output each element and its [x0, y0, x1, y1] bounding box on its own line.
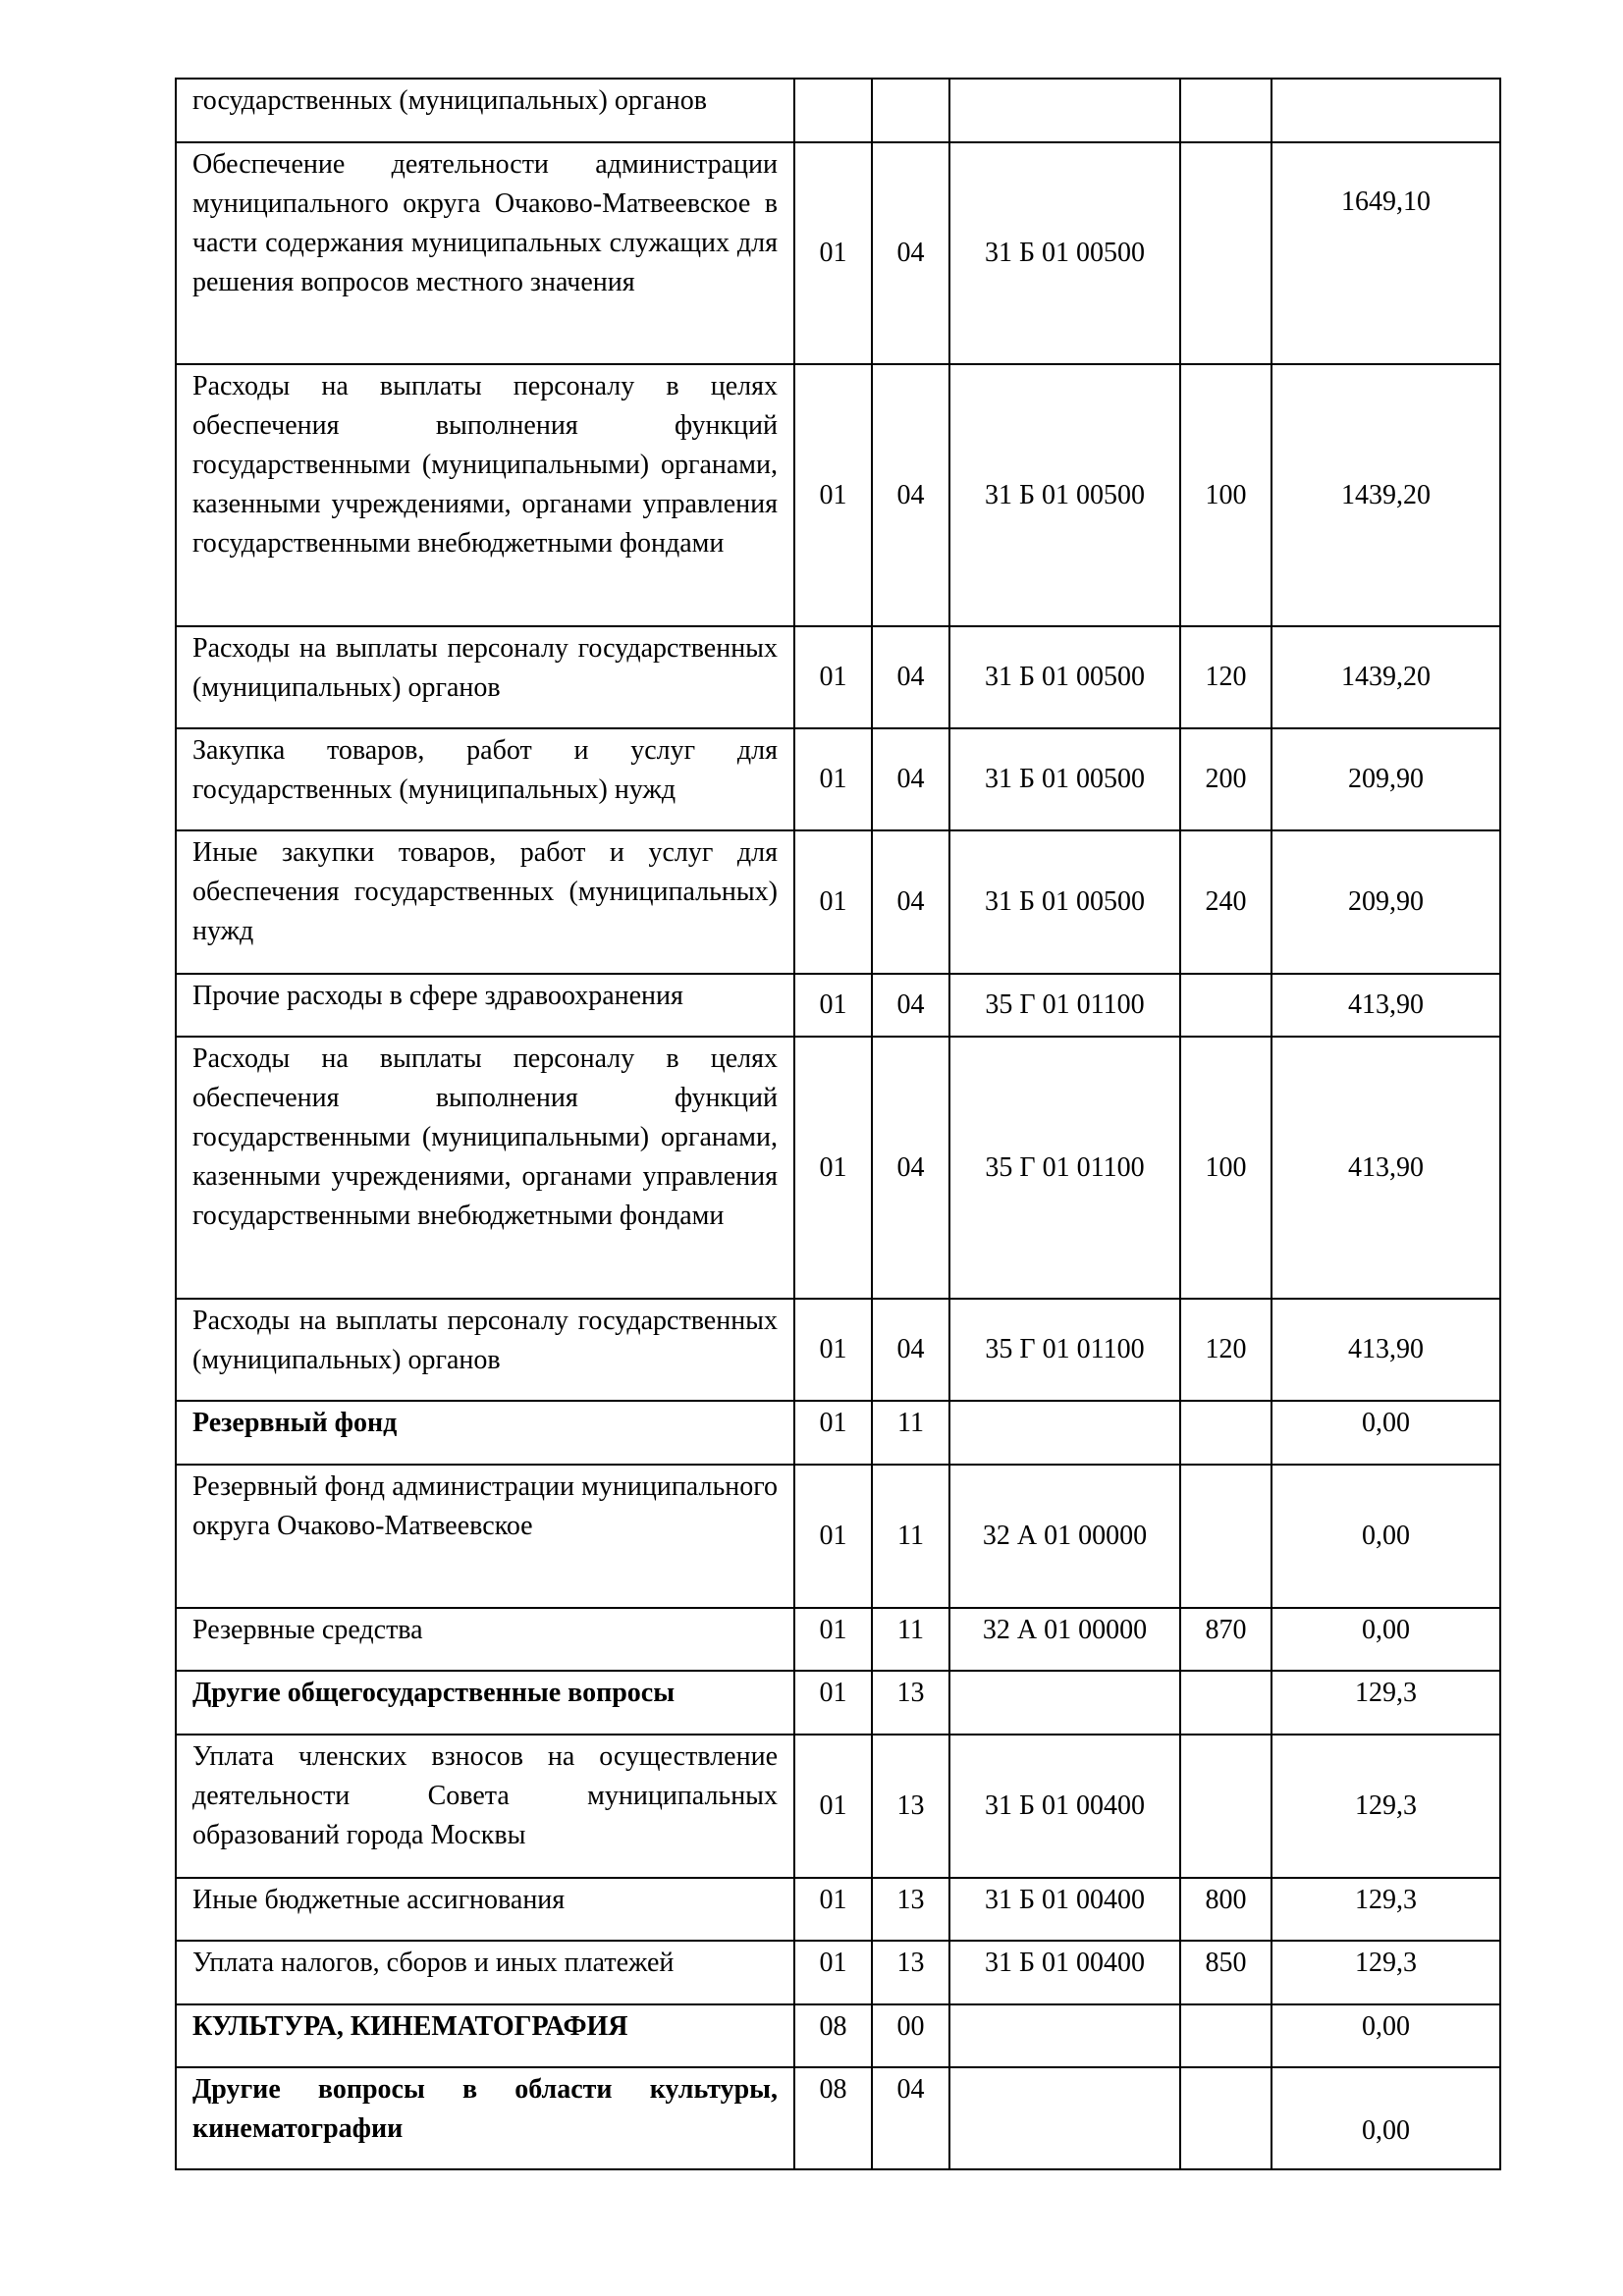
row-section-code: 01	[794, 1465, 872, 1608]
row-target-article-code: 31 Б 01 00500	[949, 626, 1180, 728]
table-row	[176, 142, 1500, 364]
row-subsection-code: 00	[872, 2004, 949, 2067]
table-row	[176, 974, 1500, 1037]
row-subsection-code: 11	[872, 1465, 949, 1608]
table-row	[176, 1735, 1500, 1878]
row-amount: 0,00	[1271, 1401, 1500, 1465]
table-row	[176, 1878, 1500, 1941]
row-section-code: 01	[794, 364, 872, 626]
row-section-code: 08	[794, 2004, 872, 2067]
row-description: КУЛЬТУРА, КИНЕМАТОГРАФИЯ	[176, 2004, 794, 2067]
row-expense-type-code: 120	[1180, 626, 1271, 728]
row-target-article-code: 31 Б 01 00500	[949, 728, 1180, 830]
table-row	[176, 364, 1500, 626]
row-target-article-code	[949, 2067, 1180, 2169]
row-target-article-code: 31 Б 01 00400	[949, 1735, 1180, 1878]
table-row	[176, 1037, 1500, 1299]
row-subsection-code: 13	[872, 1671, 949, 1735]
row-section-code: 08	[794, 2067, 872, 2169]
row-expense-type-code	[1180, 2067, 1271, 2169]
row-subsection-code: 11	[872, 1401, 949, 1465]
row-section-code	[794, 79, 872, 142]
row-expense-type-code	[1180, 1401, 1271, 1465]
row-target-article-code: 31 Б 01 00400	[949, 1878, 1180, 1941]
row-description: Расходы на выплаты персоналу в целях обеспечения выполнения функций государственными (муниципальными) органами, казенными учреждениями, органами управления государственными внебюджетными фондами	[176, 1037, 794, 1299]
table-row	[176, 2004, 1500, 2067]
row-target-article-code	[949, 79, 1180, 142]
row-description: Другие общегосударственные вопросы	[176, 1671, 794, 1735]
row-section-code: 01	[794, 142, 872, 364]
row-target-article-code	[949, 1671, 1180, 1735]
row-target-article-code: 32 А 01 00000	[949, 1465, 1180, 1608]
row-target-article-code: 32 А 01 00000	[949, 1608, 1180, 1671]
row-section-code: 01	[794, 1735, 872, 1878]
row-expense-type-code: 100	[1180, 1037, 1271, 1299]
row-description: Обеспечение деятельности администрации муниципального округа Очаково-Матвеевское в части содержания муниципальных служащих для решения вопросов местного значения	[176, 142, 794, 364]
row-subsection-code: 04	[872, 2067, 949, 2169]
row-subsection-code: 04	[872, 830, 949, 974]
row-description: Закупка товаров, работ и услуг для государственных (муниципальных) нужд	[176, 728, 794, 830]
row-amount: 209,90	[1271, 830, 1500, 974]
row-amount: 0,00	[1271, 1465, 1500, 1608]
row-description: Резервный фонд	[176, 1401, 794, 1465]
row-description: Прочие расходы в сфере здравоохранения	[176, 974, 794, 1037]
row-subsection-code: 04	[872, 1299, 949, 1401]
row-section-code: 01	[794, 626, 872, 728]
row-description: Уплата налогов, сборов и иных платежей	[176, 1941, 794, 2004]
row-target-article-code: 35 Г 01 01100	[949, 1037, 1180, 1299]
row-amount	[1271, 79, 1500, 142]
table-row	[176, 728, 1500, 830]
row-target-article-code: 31 Б 01 00400	[949, 1941, 1180, 2004]
row-section-code: 01	[794, 1401, 872, 1465]
row-section-code: 01	[794, 1037, 872, 1299]
table-row	[176, 1299, 1500, 1401]
row-subsection-code: 04	[872, 1037, 949, 1299]
row-amount: 0,00	[1271, 2067, 1500, 2169]
row-section-code: 01	[794, 1608, 872, 1671]
row-expense-type-code	[1180, 2004, 1271, 2067]
table-row	[176, 830, 1500, 974]
row-section-code: 01	[794, 974, 872, 1037]
row-description: Резервные средства	[176, 1608, 794, 1671]
row-target-article-code	[949, 1401, 1180, 1465]
row-expense-type-code: 800	[1180, 1878, 1271, 1941]
row-expense-type-code: 100	[1180, 364, 1271, 626]
row-expense-type-code: 120	[1180, 1299, 1271, 1401]
row-section-code: 01	[794, 1299, 872, 1401]
row-expense-type-code: 200	[1180, 728, 1271, 830]
row-expense-type-code	[1180, 79, 1271, 142]
row-amount: 413,90	[1271, 974, 1500, 1037]
row-description: Расходы на выплаты персоналу в целях обеспечения выполнения функций государственными (муниципальными) органами, казенными учреждениями, органами управления государственными внебюджетными фондами	[176, 364, 794, 626]
row-amount: 0,00	[1271, 2004, 1500, 2067]
row-amount: 129,3	[1271, 1878, 1500, 1941]
row-subsection-code: 04	[872, 364, 949, 626]
budget-table	[175, 78, 1501, 2170]
row-amount: 129,3	[1271, 1671, 1500, 1735]
row-target-article-code: 35 Г 01 01100	[949, 974, 1180, 1037]
table-row	[176, 1465, 1500, 1608]
row-subsection-code: 04	[872, 728, 949, 830]
row-amount: 209,90	[1271, 728, 1500, 830]
table-row	[176, 1401, 1500, 1465]
row-description: Иные бюджетные ассигнования	[176, 1878, 794, 1941]
row-subsection-code: 11	[872, 1608, 949, 1671]
row-expense-type-code	[1180, 1465, 1271, 1608]
row-section-code: 01	[794, 1941, 872, 2004]
row-description: Расходы на выплаты персоналу государственных (муниципальных) органов	[176, 626, 794, 728]
row-target-article-code: 31 Б 01 00500	[949, 364, 1180, 626]
row-amount: 129,3	[1271, 1735, 1500, 1878]
row-expense-type-code	[1180, 142, 1271, 364]
row-amount: 1439,20	[1271, 364, 1500, 626]
row-amount: 413,90	[1271, 1037, 1500, 1299]
row-expense-type-code: 240	[1180, 830, 1271, 974]
row-target-article-code: 31 Б 01 00500	[949, 830, 1180, 974]
row-expense-type-code: 870	[1180, 1608, 1271, 1671]
row-subsection-code: 13	[872, 1735, 949, 1878]
row-expense-type-code	[1180, 974, 1271, 1037]
row-description: Уплата членских взносов на осуществление деятельности Совета муниципальных образований города Москвы	[176, 1735, 794, 1878]
table-row	[176, 2067, 1500, 2169]
row-description: Резервный фонд администрации муниципального округа Очаково-Матвеевское	[176, 1465, 794, 1608]
table-row	[176, 626, 1500, 728]
row-description: Расходы на выплаты персоналу государственных (муниципальных) органов	[176, 1299, 794, 1401]
row-subsection-code	[872, 79, 949, 142]
row-amount: 1649,10	[1271, 142, 1500, 364]
row-subsection-code: 04	[872, 142, 949, 364]
row-subsection-code: 13	[872, 1941, 949, 2004]
row-section-code: 01	[794, 1671, 872, 1735]
row-target-article-code: 31 Б 01 00500	[949, 142, 1180, 364]
row-amount: 1439,20	[1271, 626, 1500, 728]
row-section-code: 01	[794, 830, 872, 974]
row-subsection-code: 13	[872, 1878, 949, 1941]
row-subsection-code: 04	[872, 974, 949, 1037]
row-expense-type-code	[1180, 1735, 1271, 1878]
row-amount: 0,00	[1271, 1608, 1500, 1671]
row-expense-type-code	[1180, 1671, 1271, 1735]
row-expense-type-code: 850	[1180, 1941, 1271, 2004]
table-row	[176, 1941, 1500, 2004]
table-row	[176, 1608, 1500, 1671]
row-section-code: 01	[794, 728, 872, 830]
table-row	[176, 1671, 1500, 1735]
row-target-article-code: 35 Г 01 01100	[949, 1299, 1180, 1401]
row-subsection-code: 04	[872, 626, 949, 728]
row-target-article-code	[949, 2004, 1180, 2067]
row-description: Другие вопросы в области культуры, кинематографии	[176, 2067, 794, 2169]
table-row	[176, 79, 1500, 142]
row-amount: 413,90	[1271, 1299, 1500, 1401]
row-description: государственных (муниципальных) органов	[176, 79, 794, 142]
row-amount: 129,3	[1271, 1941, 1500, 2004]
row-section-code: 01	[794, 1878, 872, 1941]
row-description: Иные закупки товаров, работ и услуг для обеспечения государственных (муниципальных) нужд	[176, 830, 794, 974]
